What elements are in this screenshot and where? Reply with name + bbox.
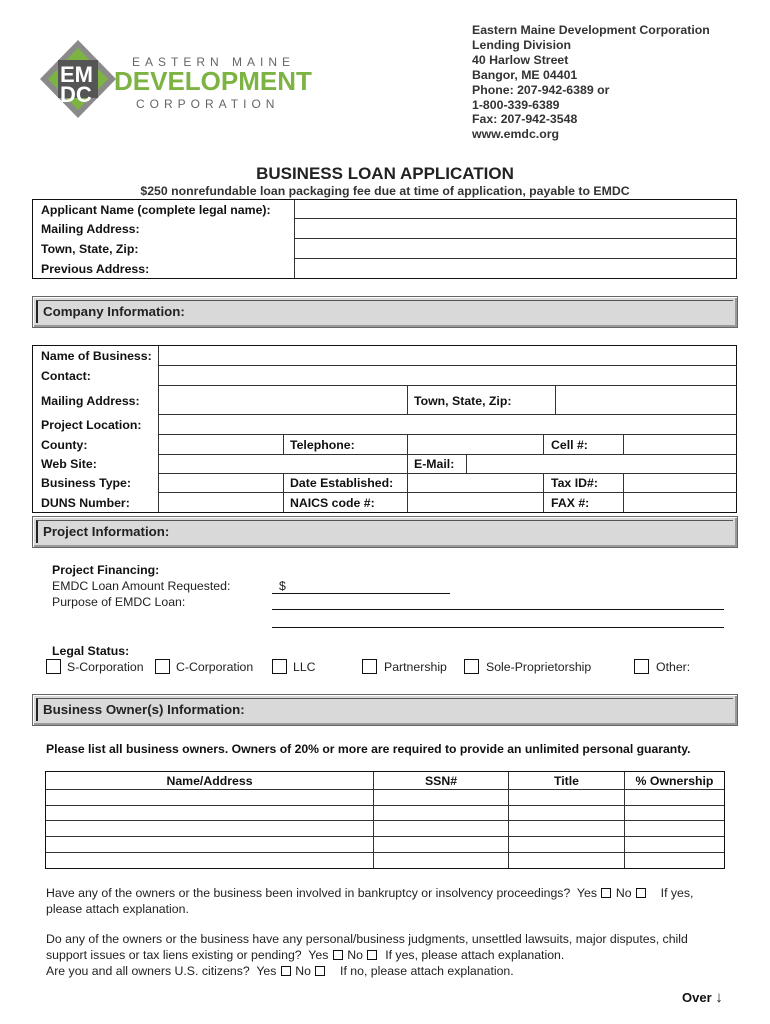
form-title: BUSINESS LOAN APPLICATION [256, 164, 514, 183]
bankruptcy-line2: please attach explanation. [46, 902, 189, 916]
project-section-title: Project Information: [43, 524, 170, 539]
website-label: Web Site: [41, 457, 97, 471]
col-ownership: % Ownership [635, 774, 714, 788]
project-location-field[interactable] [160, 416, 736, 433]
applicant-mailing-label: Mailing Address: [41, 222, 140, 236]
duns-field[interactable] [160, 494, 282, 511]
citizens-yes-checkbox[interactable] [281, 966, 291, 976]
applicant-town-field[interactable] [296, 240, 735, 257]
bankruptcy-no-checkbox[interactable] [636, 888, 646, 898]
llc-label: LLC [293, 660, 316, 674]
project-section-header [32, 516, 738, 548]
project-financing-label: Project Financing: [52, 563, 160, 577]
address-line: Fax: 207-942-3548 [472, 112, 578, 127]
telephone-label: Telephone: [290, 438, 355, 452]
table-row[interactable] [46, 806, 724, 820]
business-type-label: Business Type: [41, 476, 131, 490]
address-line: Phone: 207-942-6389 or [472, 82, 610, 97]
loan-amount-field[interactable] [290, 576, 448, 592]
applicant-mailing-field[interactable] [296, 220, 735, 237]
contact-label: Contact: [41, 369, 91, 383]
company-section-title: Company Information: [43, 304, 185, 319]
fee-note: $250 nonrefundable loan packaging fee due at time of application, payable to EMDC [140, 184, 630, 198]
svg-text:EM: EM [60, 62, 93, 87]
col-title: Title [553, 774, 580, 788]
applicant-name-field[interactable] [296, 201, 735, 217]
svg-text:EASTERN MAINE: EASTERN MAINE [132, 55, 296, 69]
project-location-label: Project Location: [41, 418, 142, 432]
address-line: Eastern Maine Development Corporation [472, 23, 710, 37]
sole-proprietorship-checkbox[interactable] [464, 659, 479, 674]
other-label: Other: [656, 660, 691, 674]
website-field[interactable] [160, 456, 406, 472]
applicant-town-label: Town, State, Zip: [41, 242, 139, 256]
sole-proprietorship-label: Sole-Proprietorship [486, 660, 592, 674]
svg-text:CORPORATION: CORPORATION [136, 97, 280, 111]
contact-field[interactable] [160, 367, 736, 384]
cell-label: Cell #: [551, 438, 588, 452]
judgments-line1: Do any of the owners or the business have any personal/business judgments, unsettled lawsuits, major disputes, child [46, 932, 688, 946]
company-section-header [32, 296, 738, 328]
applicant-name-label: Applicant Name (complete legal name): [41, 203, 271, 217]
citizens-no-label: No [295, 964, 311, 978]
county-field[interactable] [160, 436, 282, 453]
cell-field[interactable] [625, 436, 736, 453]
company-town-label: Town, State, Zip: [414, 394, 512, 408]
date-established-field[interactable] [409, 475, 542, 491]
address-line: 1-800-339-6389 [472, 97, 560, 112]
judgments-line2: support issues or tax liens existing or pending? [46, 948, 302, 962]
over-label: Over [682, 990, 712, 1005]
company-mailing-field[interactable] [160, 387, 406, 413]
duns-label: DUNS Number: [41, 496, 130, 510]
table-row[interactable] [46, 821, 724, 836]
judgments-question [46, 948, 564, 962]
svg-text:DEVELOPMENT: DEVELOPMENT [114, 66, 312, 96]
address-line: Lending Division [472, 37, 572, 52]
other-checkbox[interactable] [634, 659, 649, 674]
applicant-previous-field[interactable] [296, 260, 735, 277]
s-corporation-checkbox[interactable] [46, 659, 61, 674]
owners-instruction: Please list all business owners. Owners of 20% or more are required to provide an unlimited personal guaranty. [46, 742, 691, 756]
citizens-text: Are you and all owners U.S. citizens? [46, 964, 250, 978]
fax-field[interactable] [625, 494, 736, 511]
address-line: 40 Harlow Street [472, 52, 569, 67]
table-row[interactable] [46, 853, 724, 868]
tax-id-field[interactable] [625, 475, 736, 491]
bankruptcy-question [46, 886, 693, 900]
citizens-no-checkbox[interactable] [315, 966, 325, 976]
judgments-tail: If yes, please attach explanation. [385, 948, 565, 962]
citizens-yes-label: Yes [256, 964, 277, 978]
c-corporation-checkbox[interactable] [155, 659, 170, 674]
col-name-address: Name/Address [166, 774, 253, 788]
company-town-field[interactable] [557, 387, 736, 413]
email-label: E-Mail: [414, 457, 455, 471]
citizens-tail: If no, please attach explanation. [340, 964, 514, 978]
date-established-label: Date Established: [290, 476, 394, 490]
bankruptcy-yes-checkbox[interactable] [601, 888, 611, 898]
bankruptcy-yes-label: Yes [576, 886, 597, 900]
applicant-previous-label: Previous Address: [41, 262, 150, 276]
loan-purpose-field[interactable] [274, 595, 722, 627]
bankruptcy-no-label: No [615, 886, 632, 900]
loan-purpose-label: Purpose of EMDC Loan: [52, 595, 186, 609]
judgments-no-label: No [347, 948, 363, 962]
llc-checkbox[interactable] [272, 659, 287, 674]
tax-id-label: Tax ID#: [551, 476, 598, 490]
s-corporation-label: S-Corporation [67, 660, 144, 674]
business-type-field[interactable] [160, 475, 282, 491]
owners-section-header [32, 694, 738, 726]
emdc-logo [40, 40, 330, 118]
judgments-yes-label: Yes [308, 948, 329, 962]
legal-status-label: Legal Status: [52, 644, 130, 658]
dollar-sign: $ [279, 579, 286, 593]
telephone-field[interactable] [409, 436, 542, 453]
company-mailing-label: Mailing Address: [41, 394, 140, 408]
col-ssn: SSN# [424, 774, 458, 788]
fax-label: FAX #: [551, 496, 590, 510]
naics-field[interactable] [409, 494, 542, 511]
business-name-field[interactable] [160, 347, 736, 364]
naics-label: NAICS code #: [290, 496, 375, 510]
table-row[interactable] [46, 790, 724, 805]
over-indicator [682, 989, 723, 1006]
address-line: www.emdc.org [472, 127, 560, 142]
loan-amount-label: EMDC Loan Amount Requested: [52, 579, 231, 593]
partnership-label: Partnership [384, 660, 447, 674]
table-row[interactable] [46, 837, 724, 852]
org-address [472, 23, 710, 142]
judgments-no-checkbox[interactable] [367, 950, 377, 960]
address-line: Bangor, ME 04401 [472, 67, 578, 82]
judgments-yes-checkbox[interactable] [333, 950, 343, 960]
bankruptcy-tail: If yes, [660, 886, 694, 900]
svg-text:DC: DC [60, 82, 92, 107]
bankruptcy-text: Have any of the owners or the business been involved in bankruptcy or insolvency proceedings? [46, 886, 571, 900]
partnership-checkbox[interactable] [362, 659, 377, 674]
business-name-label: Name of Business: [41, 349, 152, 363]
owners-section-title: Business Owner(s) Information: [43, 702, 245, 717]
c-corporation-label: C-Corporation [176, 660, 254, 674]
citizens-question [46, 964, 514, 978]
down-arrow-icon: ↓ [715, 989, 723, 1006]
county-label: County: [41, 438, 88, 452]
email-field[interactable] [468, 456, 736, 472]
